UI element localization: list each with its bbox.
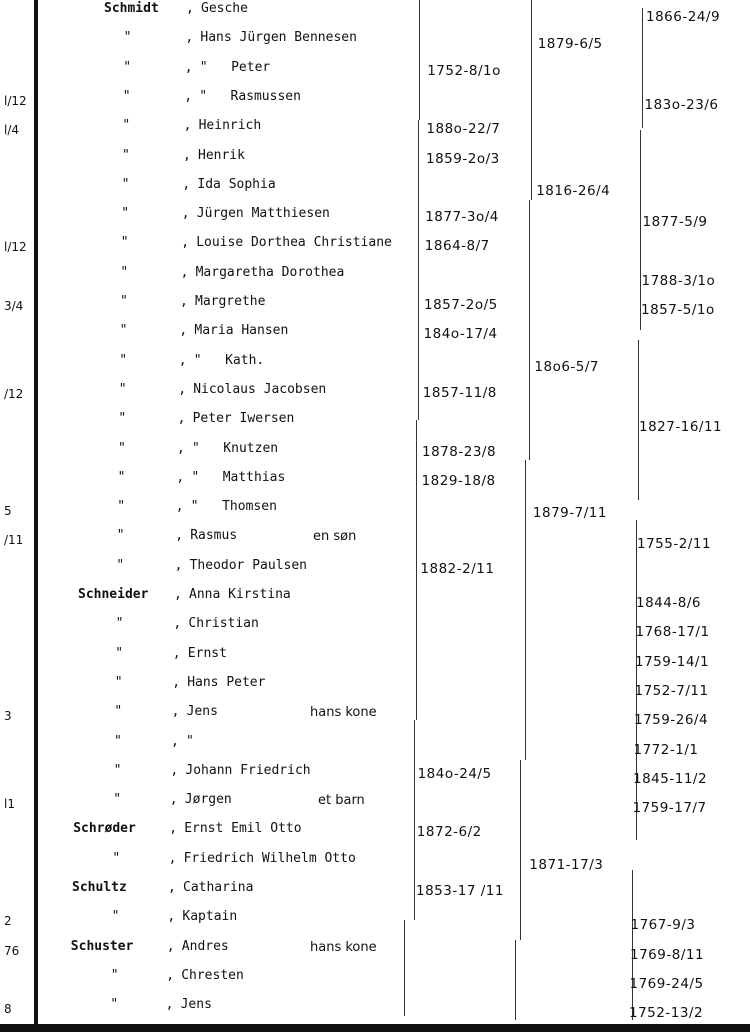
column-rule: [419, 0, 420, 120]
given-name: Johann Friedrich: [185, 762, 311, 778]
margin-note: l/4: [4, 123, 20, 138]
given-name: " Peter: [199, 59, 271, 75]
comma: ,: [168, 880, 176, 895]
comma: ,: [166, 938, 175, 954]
date-second-column: 1879-6/5: [537, 36, 603, 53]
date-third-column: 183o-23/6: [644, 96, 719, 113]
date-first-column: 1752-8/1o: [427, 62, 501, 79]
surname-ditto-mark: ": [115, 616, 124, 632]
date-third-column: 1759-17/7: [632, 800, 707, 817]
margin-note: 2: [4, 914, 12, 929]
column-rule: [531, 0, 532, 200]
comma: ,: [174, 587, 182, 602]
date-third-column: 1752-13/2: [629, 1005, 704, 1022]
date-third-column: 1769-24/5: [629, 975, 704, 992]
date-first-column: 188o-22/7: [426, 121, 501, 138]
surname-ditto-mark: ": [113, 762, 122, 778]
given-name: Kaptain: [182, 909, 238, 925]
comma: ,: [178, 352, 187, 368]
surname: Schrøder: [73, 821, 136, 837]
column-rule: [642, 8, 643, 128]
given-name: Louise Dorthea Christiane: [196, 235, 392, 251]
margin-note: l/12: [4, 240, 27, 255]
date-second-column: 18o6-5/7: [534, 358, 600, 375]
date-third-column: 1767-9/3: [630, 917, 696, 934]
surname-ditto-mark: ": [123, 59, 132, 75]
comma: ,: [172, 674, 181, 690]
date-third-column: 1768-17/1: [635, 624, 710, 641]
surname-ditto-mark: ": [118, 440, 126, 456]
comma: ,: [183, 118, 192, 134]
comma: ,: [173, 616, 182, 632]
given-name: Jürgen Matthiesen: [196, 206, 330, 222]
comma: ,: [177, 440, 185, 456]
given-name: Jørgen: [184, 792, 232, 808]
given-name: Hans Jürgen Bennesen: [200, 30, 357, 46]
date-second-column: 1879-7/11: [532, 505, 607, 522]
comma: ,: [168, 850, 177, 866]
given-name: Margaretha Dorothea: [195, 264, 345, 280]
remark: en søn: [313, 529, 357, 545]
comma: ,: [175, 499, 184, 515]
given-name: Rasmus: [190, 528, 238, 544]
margin-note: 8: [4, 1002, 12, 1017]
given-name: Margrethe: [195, 294, 266, 309]
given-name: Christian: [188, 616, 259, 632]
given-name: Anna Kirstina: [189, 587, 291, 602]
comma: ,: [165, 997, 174, 1013]
date-first-column: 184o-17/4: [423, 326, 498, 343]
given-name: Heinrich: [198, 118, 262, 134]
margin-note: /11: [4, 533, 24, 548]
comma: ,: [184, 59, 193, 75]
date-second-column: 1816-26/4: [536, 182, 611, 199]
date-third-column: 1857-5/1o: [641, 302, 715, 318]
margin-note: 3: [4, 709, 12, 724]
margin-note: 5: [4, 504, 12, 519]
given-name: " Kath.: [193, 352, 265, 368]
given-name: Hans Peter: [187, 674, 266, 690]
margin-note: /12: [4, 386, 24, 401]
comma: ,: [183, 147, 191, 163]
comma: ,: [185, 30, 194, 46]
given-name: Henrik: [198, 147, 245, 163]
date-first-column: 1864-8/7: [424, 238, 490, 255]
comma: ,: [171, 733, 179, 749]
given-name: Chresten: [181, 967, 244, 983]
date-third-column: 1755-2/11: [637, 536, 712, 553]
date-first-column: 1853-17 /11: [416, 883, 504, 899]
given-name: Ernst Emil Otto: [184, 821, 302, 837]
date-third-column: 1752-7/11: [634, 682, 709, 699]
comma: ,: [169, 792, 178, 808]
surname-ditto-mark: ": [111, 909, 120, 925]
remark: et barn: [318, 793, 365, 809]
left-edge-bar: [34, 0, 38, 1026]
surname-ditto-mark: ": [122, 147, 130, 163]
column-rule: [520, 760, 521, 940]
date-first-column: 1878-23/8: [422, 443, 497, 460]
margin-note: 3/4: [4, 299, 24, 313]
surname: Schuster: [70, 938, 134, 954]
date-first-column: 1877-3o/4: [425, 209, 499, 226]
surname-ditto-mark: ": [116, 528, 125, 544]
date-third-column: 1866-24/9: [646, 9, 721, 25]
date-third-column: 1769-8/11: [630, 946, 705, 963]
surname-ditto-mark: ": [119, 323, 128, 339]
comma: ,: [172, 645, 181, 661]
comma: ,: [167, 909, 176, 925]
surname-ditto-mark: ": [120, 235, 129, 251]
surname-ditto-mark: ": [110, 997, 119, 1013]
given-name: Friedrich Wilhelm Otto: [183, 850, 356, 866]
date-third-column: 1827-16/11: [639, 419, 723, 436]
column-rule: [640, 130, 641, 330]
surname-ditto-mark: ": [119, 352, 128, 368]
comma: ,: [180, 294, 188, 309]
column-rule: [404, 920, 405, 1016]
comma: ,: [170, 762, 179, 778]
column-rule: [414, 720, 415, 920]
remark: hans kone: [310, 939, 377, 955]
date-third-column: 1844-8/6: [636, 595, 701, 611]
date-first-column: 1829-18/8: [421, 472, 496, 489]
surname-ditto-mark: ": [114, 674, 123, 690]
date-third-column: 1759-14/1: [635, 653, 710, 670]
date-third-column: 1788-3/1o: [641, 272, 716, 289]
given-name: " Rasmussen: [199, 88, 301, 104]
given-name: " Knutzen: [192, 440, 279, 456]
date-first-column: 1882-2/11: [420, 560, 495, 577]
date-third-column: 1759-26/4: [634, 712, 709, 729]
surname-ditto-mark: ": [114, 733, 122, 749]
given-name: Maria Hansen: [194, 323, 289, 339]
comma: ,: [175, 528, 184, 544]
surname-ditto-mark: ": [114, 704, 123, 720]
margin-note: l/12: [4, 93, 27, 108]
comma: ,: [186, 1, 194, 16]
column-rule: [515, 940, 516, 1020]
given-name: Theodor Paulsen: [189, 557, 307, 573]
date-third-column: 1877-5/9: [642, 214, 708, 231]
comma: ,: [184, 88, 193, 104]
column-rule: [418, 120, 419, 420]
comma: ,: [181, 235, 190, 251]
given-name: Ida Sophia: [197, 176, 276, 192]
surname-ditto-mark: ": [117, 499, 126, 515]
given-name: Catharina: [183, 880, 254, 895]
surname-ditto-mark: ": [112, 850, 121, 866]
comma: ,: [177, 411, 186, 427]
date-third-column: 1772-1/1: [633, 741, 699, 758]
surname-ditto-mark: ": [123, 30, 132, 46]
bottom-edge-bar: [0, 1024, 750, 1032]
comma: ,: [182, 176, 191, 192]
comma: ,: [169, 821, 178, 837]
date-second-column: 1871-17/3: [529, 856, 604, 873]
given-name: ": [186, 733, 194, 749]
given-name: Jens: [186, 704, 218, 720]
comma: ,: [179, 323, 188, 339]
column-rule: [632, 870, 633, 1020]
given-name: Gesche: [201, 1, 248, 16]
comma: ,: [176, 469, 185, 485]
given-name: Jens: [180, 997, 212, 1013]
column-rule: [525, 460, 526, 760]
column-rule: [636, 520, 637, 840]
surname-ditto-mark: ": [121, 176, 130, 192]
comma: ,: [178, 381, 187, 397]
date-first-column: 1857-2o/5: [424, 297, 498, 313]
margin-note: 76: [4, 943, 20, 958]
given-name: Nicolaus Jacobsen: [193, 381, 327, 397]
surname-ditto-mark: ": [118, 381, 127, 397]
date-third-column: 1845-11/2: [633, 770, 708, 787]
comma: ,: [180, 264, 189, 280]
date-first-column: 1859-2o/3: [426, 150, 500, 167]
surname-ditto-mark: ": [115, 645, 124, 661]
given-name: Peter Iwersen: [192, 411, 295, 427]
surname-ditto-mark: ": [116, 557, 125, 573]
surname-ditto-mark: ": [110, 967, 119, 983]
comma: ,: [166, 967, 175, 983]
surname-ditto-mark: ": [118, 411, 127, 427]
date-first-column: 1857-11/8: [422, 384, 497, 401]
date-first-column: 184o-24/5: [417, 765, 492, 782]
comma: ,: [171, 704, 180, 720]
remark: hans kone: [310, 705, 377, 721]
column-rule: [529, 200, 530, 460]
surname-ditto-mark: ": [120, 264, 129, 280]
column-rule: [416, 420, 417, 720]
given-name: " Thomsen: [190, 499, 277, 515]
surname-ditto-mark: ": [122, 118, 131, 134]
surname-ditto-mark: ": [120, 294, 128, 309]
surname-ditto-mark: ": [113, 792, 122, 808]
given-name: Ernst: [187, 645, 227, 661]
surname-ditto-mark: ": [122, 88, 131, 104]
surname: Schmidt: [104, 1, 159, 16]
comma: ,: [174, 557, 183, 573]
surname-ditto-mark: ": [121, 206, 130, 222]
surname-ditto-mark: ": [117, 469, 126, 485]
given-name: Andres: [181, 938, 229, 954]
given-name: " Matthias: [191, 469, 286, 485]
surname: Schultz: [72, 880, 127, 895]
surname: Schneider: [78, 587, 149, 602]
margin-note: l1: [4, 797, 15, 812]
date-first-column: 1872-6/2: [416, 824, 482, 841]
comma: ,: [181, 206, 190, 222]
